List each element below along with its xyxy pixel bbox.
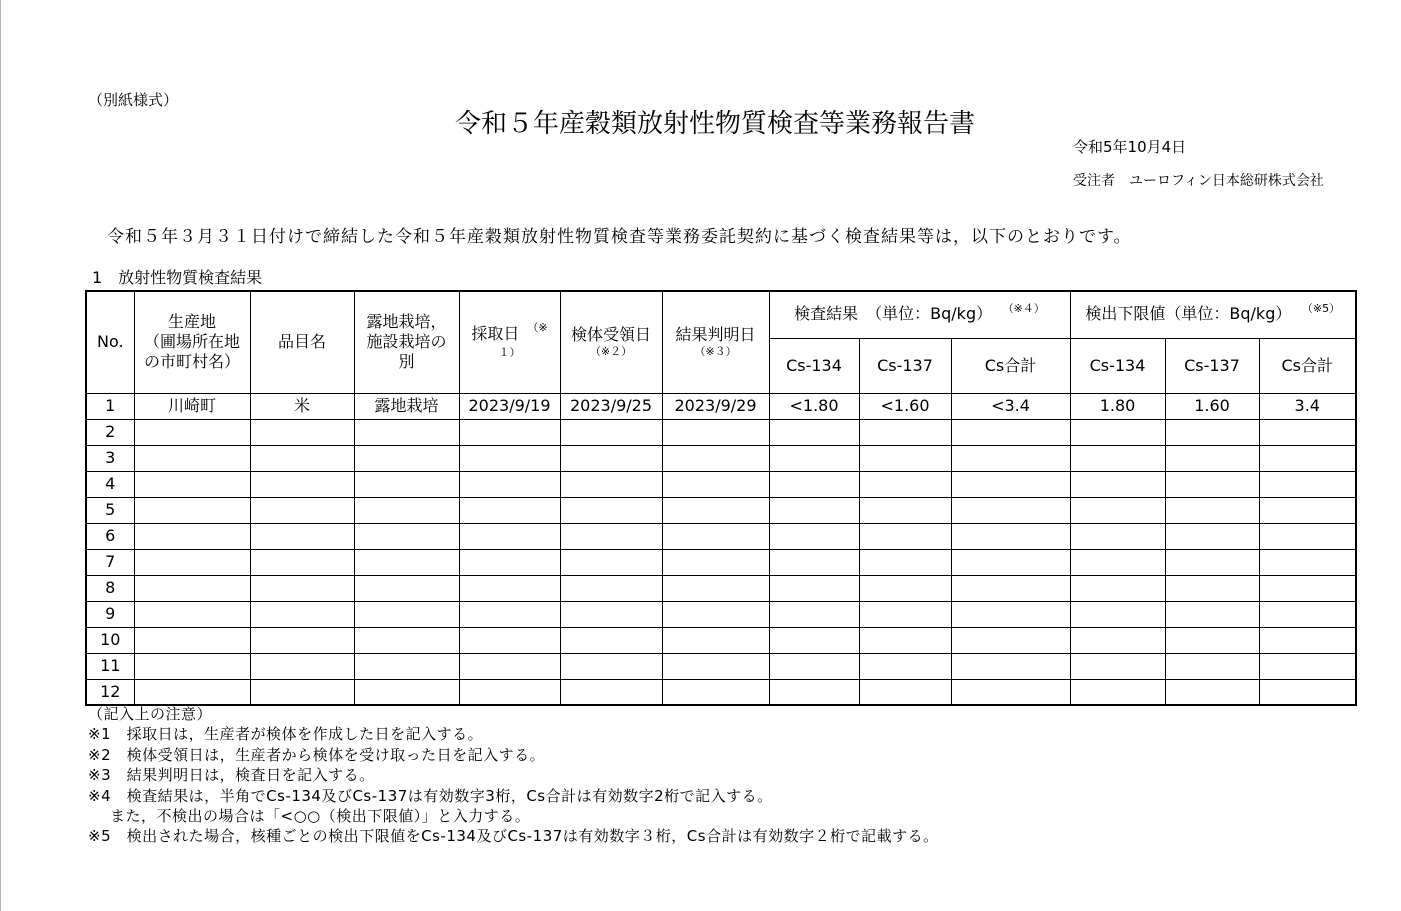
cell-sampling-date bbox=[459, 549, 560, 575]
header-sampling-date-label: 採取日 bbox=[471, 324, 520, 344]
table-row bbox=[86, 419, 1356, 445]
form-label: （別紙様式） bbox=[88, 91, 179, 109]
cell-cultivation-type bbox=[354, 549, 459, 575]
cell-sampling-date bbox=[459, 445, 560, 471]
note-item: ※5 検出された場合，核種ごとの検出下限値をCs-134及びCs-137は有効数字３桁，Cs合計は有効数字２桁で記載する。 bbox=[88, 827, 939, 846]
table-row bbox=[86, 393, 1356, 419]
cell-received-date bbox=[560, 419, 662, 445]
cell-result-cs-total bbox=[951, 627, 1070, 653]
cell-result-cs-total bbox=[951, 419, 1070, 445]
header-sampling-note-ref-cont: １） bbox=[498, 346, 521, 360]
cell-row-number: 10 bbox=[86, 627, 134, 653]
cell-result-date bbox=[662, 627, 769, 653]
cell-origin bbox=[134, 445, 250, 471]
cell-result-date bbox=[662, 601, 769, 627]
cell-limit-cs-total bbox=[1259, 601, 1356, 627]
cell-sampling-date bbox=[459, 419, 560, 445]
cell-limit-cs-total bbox=[1259, 575, 1356, 601]
cell-result-date bbox=[662, 445, 769, 471]
cell-row-number: 7 bbox=[86, 549, 134, 575]
cell-limit-cs134 bbox=[1070, 627, 1165, 653]
note-item: ※1 採取日は，生産者が検体を作成した日を記入する。 bbox=[88, 725, 484, 744]
header-no: No. bbox=[86, 291, 134, 393]
cell-result-date bbox=[662, 523, 769, 549]
intro-paragraph: 令和５年３月３１日付けで締結した令和５年産穀類放射性物質検査等業務委託契約に基づく検査結果等は，以下のとおりです。 bbox=[107, 227, 1132, 247]
header-results-group-label: 検査結果 （単位：Bq/kg） bbox=[794, 303, 993, 323]
cell-received-date bbox=[560, 575, 662, 601]
cell-row-number: 11 bbox=[86, 653, 134, 679]
cell-result-date bbox=[662, 419, 769, 445]
cell-item-name bbox=[250, 601, 354, 627]
cell-received-date bbox=[560, 523, 662, 549]
cell-item-name: 米 bbox=[250, 393, 354, 419]
note-item: ※4 検査結果は，半角でCs-134及びCs-137は有効数字3桁，Cs合計は有効数字2桁で記入する。 bbox=[88, 786, 773, 805]
cell-limit-cs-total: 3.4 bbox=[1259, 393, 1356, 419]
cell-result-cs134: <1.80 bbox=[769, 393, 859, 419]
cell-row-number: 8 bbox=[86, 575, 134, 601]
cell-limit-cs134 bbox=[1070, 419, 1165, 445]
table-row bbox=[86, 653, 1356, 679]
cell-limit-cs137 bbox=[1165, 549, 1259, 575]
cell-result-cs-total bbox=[951, 653, 1070, 679]
table-row bbox=[86, 497, 1356, 523]
cell-origin bbox=[134, 419, 250, 445]
cell-result-cs134 bbox=[769, 523, 859, 549]
cell-received-date bbox=[560, 471, 662, 497]
cell-limit-cs137 bbox=[1165, 627, 1259, 653]
cell-result-cs-total: <3.4 bbox=[951, 393, 1070, 419]
cell-limit-cs137 bbox=[1165, 575, 1259, 601]
cell-cultivation-type bbox=[354, 419, 459, 445]
cell-result-cs137 bbox=[859, 549, 951, 575]
cell-result-cs134 bbox=[769, 627, 859, 653]
cell-result-cs-total bbox=[951, 523, 1070, 549]
cell-cultivation-type bbox=[354, 627, 459, 653]
cell-result-cs137 bbox=[859, 627, 951, 653]
cell-limit-cs134 bbox=[1070, 523, 1165, 549]
cell-result-cs134 bbox=[769, 679, 859, 705]
cell-row-number: 1 bbox=[86, 393, 134, 419]
cell-limit-cs137 bbox=[1165, 653, 1259, 679]
cell-cultivation-type: 露地栽培 bbox=[354, 393, 459, 419]
cell-result-cs137 bbox=[859, 601, 951, 627]
header-origin bbox=[134, 291, 250, 393]
cell-sampling-date bbox=[459, 653, 560, 679]
cell-cultivation-type bbox=[354, 471, 459, 497]
cell-result-cs134 bbox=[769, 549, 859, 575]
table-body bbox=[86, 393, 1356, 705]
cell-item-name bbox=[250, 653, 354, 679]
table-row bbox=[86, 679, 1356, 705]
header-result-date-label: 結果判明日 bbox=[675, 325, 756, 345]
cell-result-date bbox=[662, 653, 769, 679]
cell-limit-cs134: 1.80 bbox=[1070, 393, 1165, 419]
table-row bbox=[86, 627, 1356, 653]
header-limit-note-ref: （※5） bbox=[1307, 301, 1341, 315]
cell-result-date: 2023/9/29 bbox=[662, 393, 769, 419]
cell-item-name bbox=[250, 549, 354, 575]
header-received-note-ref: （※２） bbox=[589, 345, 633, 359]
header-limit-group bbox=[1070, 291, 1356, 338]
cell-limit-cs137: 1.60 bbox=[1165, 393, 1259, 419]
cell-received-date bbox=[560, 679, 662, 705]
cell-limit-cs134 bbox=[1070, 575, 1165, 601]
cell-limit-cs134 bbox=[1070, 679, 1165, 705]
cell-cultivation-type bbox=[354, 601, 459, 627]
table-row bbox=[86, 523, 1356, 549]
header-cultivation bbox=[354, 291, 459, 393]
notes-title: （記入上の注意） bbox=[88, 705, 213, 723]
cell-result-cs137 bbox=[859, 653, 951, 679]
cell-result-cs134 bbox=[769, 601, 859, 627]
cell-limit-cs137 bbox=[1165, 679, 1259, 705]
header-result-date bbox=[662, 291, 769, 393]
cell-limit-cs-total bbox=[1259, 523, 1356, 549]
cell-row-number: 12 bbox=[86, 679, 134, 705]
cell-origin bbox=[134, 471, 250, 497]
cell-result-date bbox=[662, 575, 769, 601]
header-results-note-ref: （※４） bbox=[1008, 301, 1045, 315]
cell-result-cs134 bbox=[769, 653, 859, 679]
cell-item-name bbox=[250, 471, 354, 497]
cell-received-date bbox=[560, 627, 662, 653]
cell-received-date bbox=[560, 497, 662, 523]
cell-received-date: 2023/9/25 bbox=[560, 393, 662, 419]
cell-item-name bbox=[250, 419, 354, 445]
header-origin-line: の市町村名） bbox=[143, 352, 240, 372]
table-row bbox=[86, 575, 1356, 601]
cell-limit-cs-total bbox=[1259, 419, 1356, 445]
table-row bbox=[86, 601, 1356, 627]
header-received-date-label: 検体受領日 bbox=[570, 325, 651, 345]
cell-limit-cs-total bbox=[1259, 653, 1356, 679]
header-sampling-note-ref: （※ bbox=[527, 321, 548, 335]
cell-origin bbox=[134, 679, 250, 705]
cell-result-cs134 bbox=[769, 497, 859, 523]
cell-result-cs-total bbox=[951, 445, 1070, 471]
cell-sampling-date bbox=[459, 471, 560, 497]
cell-item-name bbox=[250, 445, 354, 471]
cell-row-number: 4 bbox=[86, 471, 134, 497]
cell-result-cs134 bbox=[769, 445, 859, 471]
table-row bbox=[86, 471, 1356, 497]
notes-section bbox=[88, 704, 939, 847]
cell-row-number: 3 bbox=[86, 445, 134, 471]
inspection-results-table bbox=[85, 290, 1357, 706]
cell-item-name bbox=[250, 679, 354, 705]
cell-limit-cs134 bbox=[1070, 653, 1165, 679]
contractor-name: 受注者 ユーロフィン日本総研株式会社 bbox=[1073, 173, 1324, 189]
cell-limit-cs134 bbox=[1070, 445, 1165, 471]
cell-result-cs137 bbox=[859, 471, 951, 497]
cell-item-name bbox=[250, 627, 354, 653]
table-row bbox=[86, 549, 1356, 575]
cell-origin bbox=[134, 627, 250, 653]
cell-origin: 川崎町 bbox=[134, 393, 250, 419]
cell-limit-cs-total bbox=[1259, 549, 1356, 575]
header-results-group bbox=[769, 291, 1070, 338]
cell-result-cs137: <1.60 bbox=[859, 393, 951, 419]
page-edge bbox=[0, 0, 1, 911]
header-sampling-date-main bbox=[460, 321, 560, 346]
cell-cultivation-type bbox=[354, 575, 459, 601]
cell-cultivation-type bbox=[354, 679, 459, 705]
cell-origin bbox=[134, 575, 250, 601]
subheader-limit-cs134: Cs-134 bbox=[1070, 338, 1165, 393]
cell-origin bbox=[134, 601, 250, 627]
cell-cultivation-type bbox=[354, 497, 459, 523]
cell-item-name bbox=[250, 497, 354, 523]
cell-limit-cs-total bbox=[1259, 497, 1356, 523]
table-header-row bbox=[86, 291, 1356, 338]
subheader-result-cs137: Cs-137 bbox=[859, 338, 951, 393]
cell-result-cs137 bbox=[859, 419, 951, 445]
header-cultivation-line: 施設栽培の bbox=[366, 332, 447, 352]
header-limit-group-label: 検出下限値（単位：Bq/kg） bbox=[1085, 303, 1292, 323]
cell-limit-cs137 bbox=[1165, 471, 1259, 497]
cell-limit-cs137 bbox=[1165, 601, 1259, 627]
cell-row-number: 6 bbox=[86, 523, 134, 549]
note-item-continuation: また，不検出の場合は「<○○（検出下限値）」と入力する。 bbox=[110, 807, 531, 826]
cell-result-cs134 bbox=[769, 471, 859, 497]
report-date: 令和5年10月4日 bbox=[1073, 138, 1187, 156]
header-result-note-ref: （※３） bbox=[694, 345, 737, 359]
header-sampling-date bbox=[459, 291, 560, 393]
cell-received-date bbox=[560, 653, 662, 679]
subheader-limit-cs-total: Cs合計 bbox=[1259, 338, 1356, 393]
cell-cultivation-type bbox=[354, 445, 459, 471]
cell-origin bbox=[134, 653, 250, 679]
cell-sampling-date bbox=[459, 497, 560, 523]
cell-result-date bbox=[662, 497, 769, 523]
cell-limit-cs137 bbox=[1165, 445, 1259, 471]
cell-row-number: 5 bbox=[86, 497, 134, 523]
cell-limit-cs134 bbox=[1070, 497, 1165, 523]
subheader-limit-cs137: Cs-137 bbox=[1165, 338, 1259, 393]
subheader-result-cs-total: Cs合計 bbox=[951, 338, 1070, 393]
header-cultivation-line: 露地栽培， bbox=[366, 312, 447, 332]
cell-limit-cs-total bbox=[1259, 627, 1356, 653]
header-origin-line: （圃場所在地 bbox=[143, 332, 240, 352]
cell-cultivation-type bbox=[354, 653, 459, 679]
cell-limit-cs137 bbox=[1165, 497, 1259, 523]
cell-received-date bbox=[560, 601, 662, 627]
cell-received-date bbox=[560, 445, 662, 471]
cell-result-cs137 bbox=[859, 575, 951, 601]
cell-result-cs137 bbox=[859, 523, 951, 549]
cell-limit-cs134 bbox=[1070, 471, 1165, 497]
cell-sampling-date bbox=[459, 601, 560, 627]
cell-item-name bbox=[250, 575, 354, 601]
note-item: ※3 結果判明日は，検査日を記入する。 bbox=[88, 766, 375, 785]
cell-limit-cs-total bbox=[1259, 679, 1356, 705]
document-title: 令和５年産穀類放射性物質検査等業務報告書 bbox=[455, 109, 976, 139]
section-title: 1 放射性物質検査結果 bbox=[92, 268, 263, 287]
cell-origin bbox=[134, 523, 250, 549]
cell-limit-cs-total bbox=[1259, 471, 1356, 497]
cell-result-date bbox=[662, 549, 769, 575]
cell-cultivation-type bbox=[354, 523, 459, 549]
cell-result-cs-total bbox=[951, 497, 1070, 523]
cell-sampling-date bbox=[459, 679, 560, 705]
cell-result-date bbox=[662, 679, 769, 705]
cell-sampling-date bbox=[459, 627, 560, 653]
cell-result-cs137 bbox=[859, 445, 951, 471]
cell-result-cs137 bbox=[859, 679, 951, 705]
cell-result-cs-total bbox=[951, 575, 1070, 601]
cell-result-date bbox=[662, 471, 769, 497]
cell-result-cs134 bbox=[769, 419, 859, 445]
header-origin-line: 生産地 bbox=[167, 312, 216, 332]
cell-item-name bbox=[250, 523, 354, 549]
note-item: ※2 検体受領日は，生産者から検体を受け取った日を記入する。 bbox=[88, 745, 546, 764]
cell-result-cs137 bbox=[859, 497, 951, 523]
subheader-result-cs134: Cs-134 bbox=[769, 338, 859, 393]
cell-limit-cs-total bbox=[1259, 445, 1356, 471]
cell-origin bbox=[134, 549, 250, 575]
cell-origin bbox=[134, 497, 250, 523]
cell-result-cs-total bbox=[951, 549, 1070, 575]
cell-result-cs134 bbox=[769, 575, 859, 601]
cell-limit-cs137 bbox=[1165, 419, 1259, 445]
table-row bbox=[86, 445, 1356, 471]
cell-sampling-date bbox=[459, 575, 560, 601]
cell-result-cs-total bbox=[951, 471, 1070, 497]
header-cultivation-line: 別 bbox=[398, 352, 415, 372]
cell-result-cs-total bbox=[951, 601, 1070, 627]
cell-result-cs-total bbox=[951, 679, 1070, 705]
header-received-date bbox=[560, 291, 662, 393]
cell-limit-cs134 bbox=[1070, 601, 1165, 627]
header-item-name: 品目名 bbox=[250, 291, 354, 393]
cell-row-number: 9 bbox=[86, 601, 134, 627]
cell-sampling-date bbox=[459, 523, 560, 549]
cell-limit-cs137 bbox=[1165, 523, 1259, 549]
cell-row-number: 2 bbox=[86, 419, 134, 445]
cell-sampling-date: 2023/9/19 bbox=[459, 393, 560, 419]
cell-limit-cs134 bbox=[1070, 549, 1165, 575]
cell-received-date bbox=[560, 549, 662, 575]
